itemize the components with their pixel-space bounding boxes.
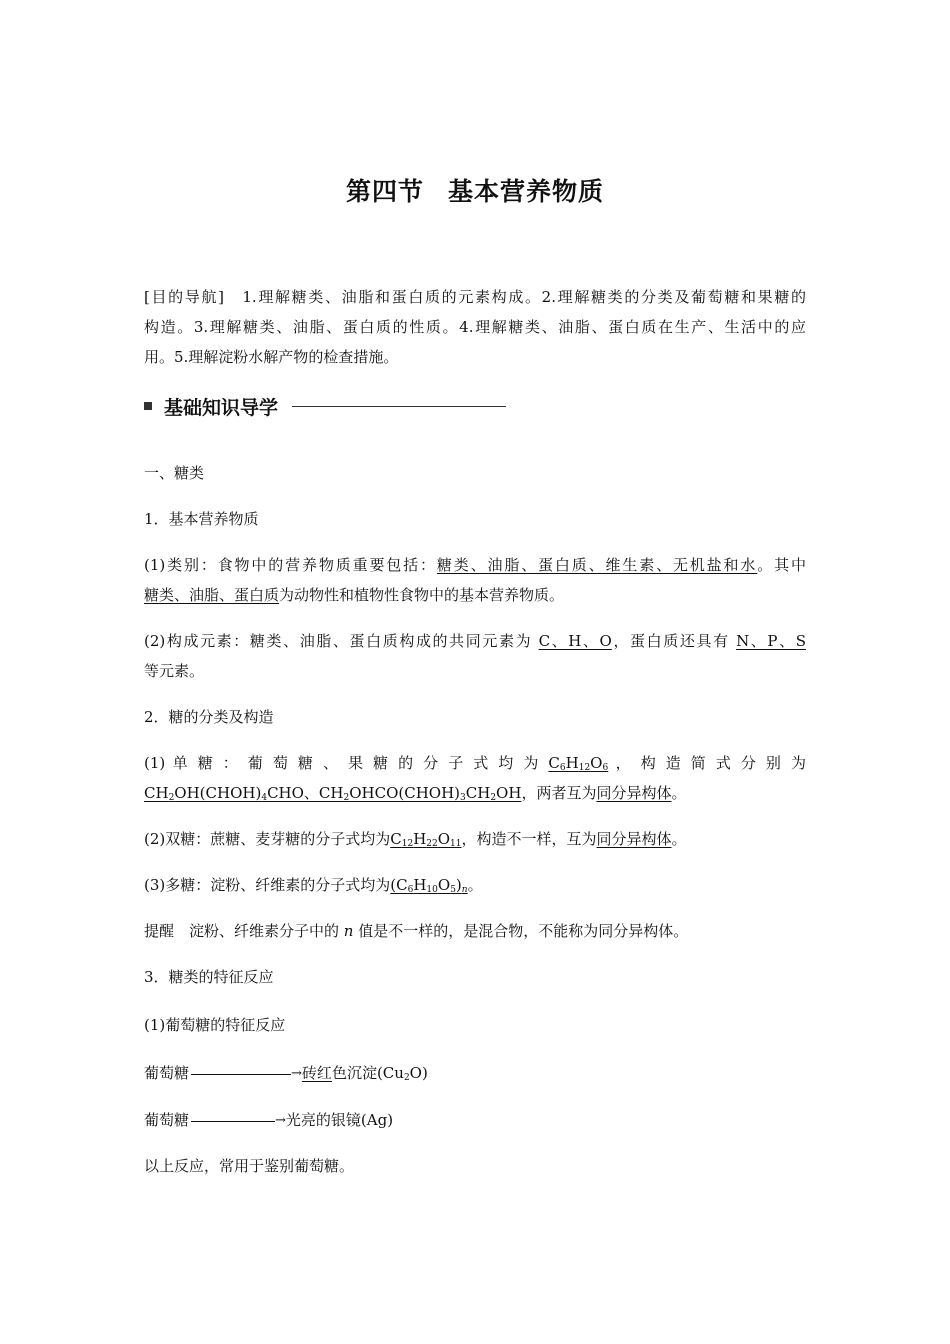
p5: (3)多糖：淀粉、纤维素的分子式均为$(C_6H_{10}O_5)_n$。 xyxy=(144,876,483,895)
heading-sugar: 一、糖类 xyxy=(144,464,205,482)
title-text: 基本营养物质 xyxy=(448,177,605,206)
heading-sugar-classification: 2．糖的分类及构造 xyxy=(144,708,274,726)
formula-structures: $CH_2OH(CHOH)_4CHO$、$CH_2OHCO(CHOH)_3CH_2OH$ xyxy=(144,784,522,803)
p1-line-1: (1)类别：食物中的营养物质重要包括：糖类、油脂、蛋白质、维生素、无机盐和水。其中 xyxy=(144,556,806,574)
objectives-line-2: 构造。3.理解糖类、油脂、蛋白质的性质。4.理解糖类、油脂、蛋白质在生产、生活中的应 xyxy=(144,318,806,336)
reaction-arrow-icon: → xyxy=(291,1066,302,1081)
title-section-number: 第四节 xyxy=(345,177,424,206)
p4: (2)双糖：蔗糖、麦芽糖的分子式均为$C_{12}H_{22}O_{11}$，构造不一样，互为同分异构体。 xyxy=(144,830,687,849)
section-header xyxy=(144,392,506,420)
page-title xyxy=(0,172,950,208)
p1-line-2: 糖类、油脂、蛋白质为动物性和植物性食物中的基本营养物质。 xyxy=(144,586,565,604)
p2-line-1: (2)构成元素：糖类、油脂、蛋白质构成的共同元素为 C、H、O，蛋白质还具有 N、P、S xyxy=(144,632,806,650)
formula-disaccharide: $C_{12}H_{22}O_{11}$ xyxy=(390,830,462,849)
p2-line-2: 等元素。 xyxy=(144,662,205,680)
formula-polysaccharide: $(C_6H_{10}O_5)_n$ xyxy=(390,876,468,895)
objectives-line-3: 用。5.理解淀粉水解产物的检查措施。 xyxy=(144,348,399,366)
square-bullet-icon xyxy=(144,402,152,410)
reaction-arrow-shaft xyxy=(191,1074,291,1075)
p3-line-2: $CH_2OH(CHOH)_4CHO$、$CH_2OHCO(CHOH)_3CH_2OH$，两者互为同分异构体。 xyxy=(144,784,687,803)
heading-characteristic-reactions: 3．糖类的特征反应 xyxy=(144,968,274,986)
formula-glucose: $C_6H_{12}O_6$ xyxy=(548,754,609,773)
heading-basic-nutrients: 1．基本营养物质 xyxy=(144,510,259,528)
reaction-1: 葡萄糖 →砖红色沉淀$(Cu_2O)$ xyxy=(144,1064,428,1083)
objectives-line-1: [目的导航] 1.理解糖类、油脂和蛋白质的元素构成。2.理解糖类的分类及葡萄糖和果糖的 xyxy=(144,288,806,306)
reaction-arrow-icon: → xyxy=(275,1113,286,1128)
tip: 提醒 淀粉、纤维素分子中的 n 值是不一样的，是混合物，不能称为同分异构体。 xyxy=(144,922,689,940)
heading-glucose-reactions: (1)葡萄糖的特征反应 xyxy=(144,1016,286,1034)
p6: 以上反应，常用于鉴别葡萄糖。 xyxy=(144,1157,355,1175)
reaction-arrow-shaft xyxy=(191,1121,275,1122)
reaction-2: 葡萄糖 →光亮的银镜(Ag) xyxy=(144,1111,394,1129)
p3-line-1: (1) 单 糖 ： 葡 萄 糖 、 果 糖 的 分 子 式 均 为 $C_6H_{12}O_6$ ， 构 造 简 式 分 别 为 xyxy=(144,754,806,773)
section-rule xyxy=(292,406,506,407)
section-title: 基础知识导学 xyxy=(164,396,279,419)
